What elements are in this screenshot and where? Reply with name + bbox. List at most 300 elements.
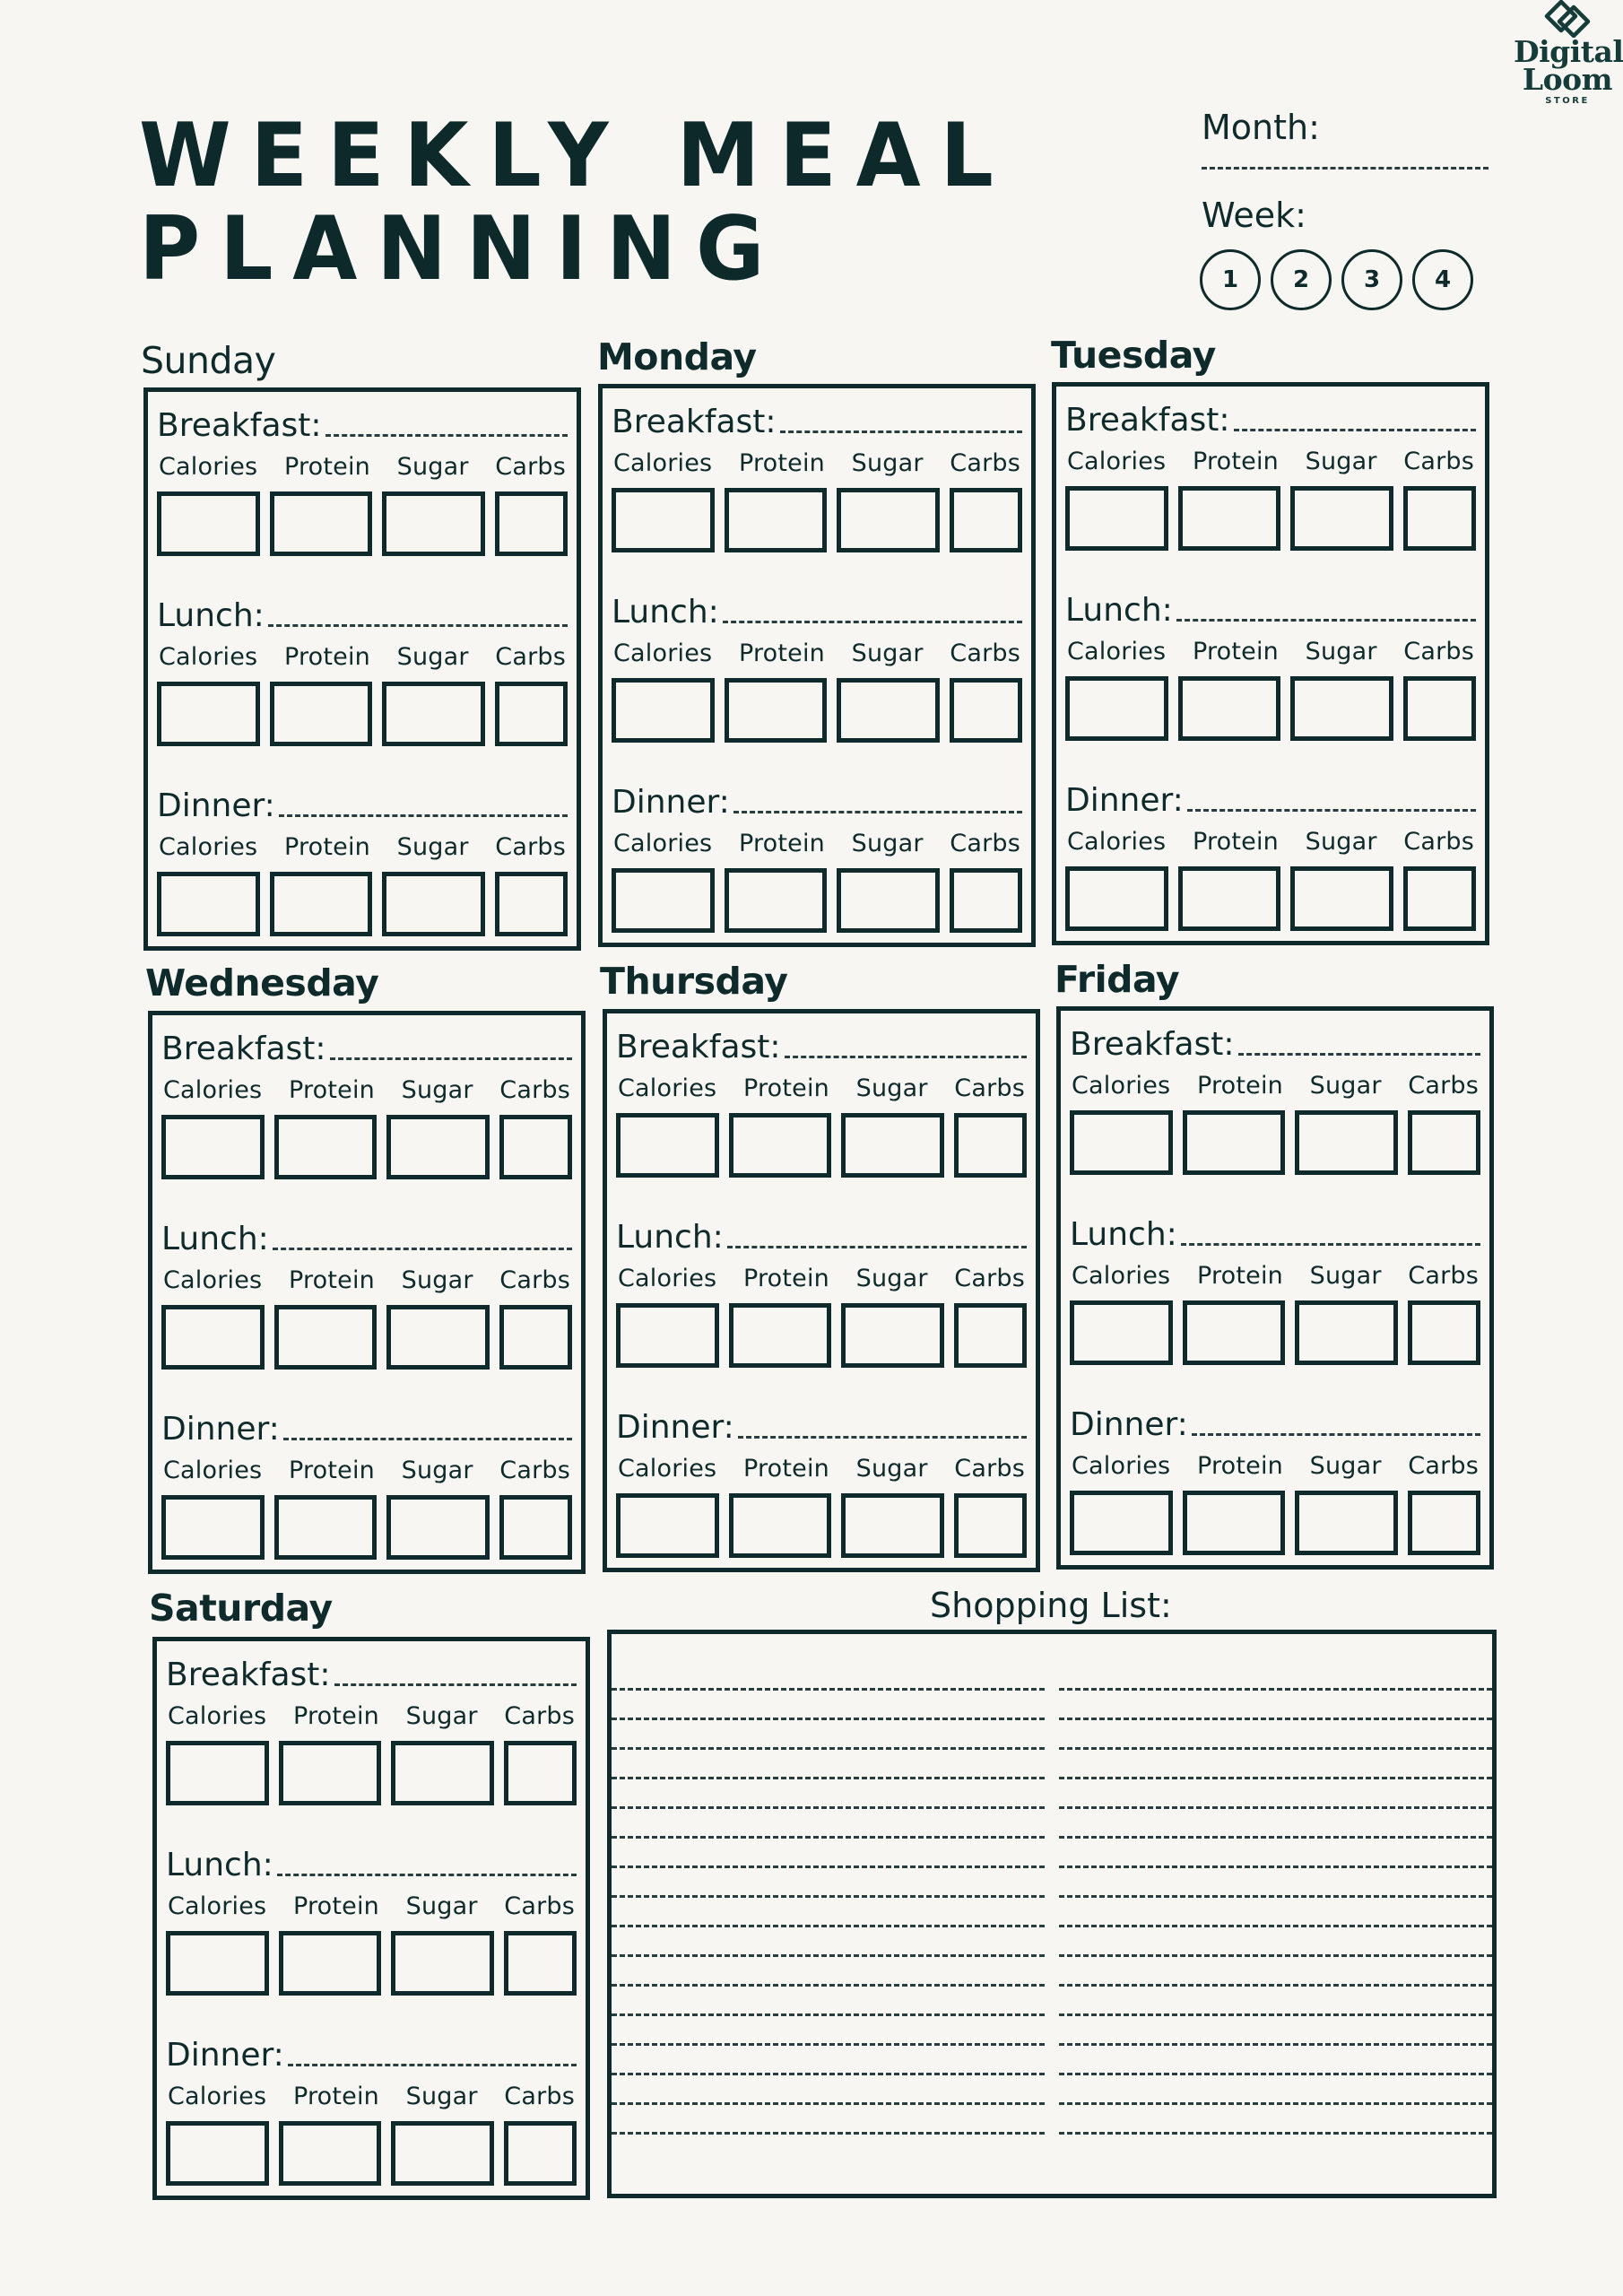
carbs-input-box[interactable] <box>495 491 568 556</box>
nutrient-inputs <box>157 682 568 746</box>
sugar-input-box[interactable] <box>841 1113 944 1178</box>
calories-input-box[interactable] <box>612 868 715 933</box>
sugar-input-box[interactable] <box>391 1931 494 1996</box>
nutrient-label-protein: Protein <box>288 1076 375 1104</box>
protein-input-box[interactable] <box>270 872 373 936</box>
nutrient-label-protein: Protein <box>738 830 825 857</box>
protein-input-box[interactable] <box>274 1305 378 1370</box>
nutrient-label-protein: Protein <box>1196 1072 1283 1100</box>
dinner-input-line[interactable] <box>283 1438 572 1440</box>
nutrient-labels <box>161 1457 572 1484</box>
breakfast-input-line[interactable] <box>785 1056 1028 1058</box>
protein-input-box[interactable] <box>729 1493 832 1558</box>
meal-breakfast <box>612 399 1022 589</box>
meal-title-row <box>157 593 568 634</box>
nutrient-label-carbs: Carbs <box>499 1457 570 1484</box>
nutrient-label-protein: Protein <box>283 453 370 481</box>
nutrient-label-protein: Protein <box>738 639 825 667</box>
nutrient-label-sugar: Sugar <box>1309 1262 1382 1290</box>
carbs-input-box[interactable] <box>1403 486 1476 551</box>
nutrient-inputs <box>616 1493 1027 1558</box>
brand-logo <box>1514 0 1621 106</box>
lunch-input-line[interactable] <box>1181 1243 1480 1246</box>
nutrient-label-sugar: Sugar <box>1305 828 1377 856</box>
nutrient-labels <box>1070 1072 1480 1100</box>
breakfast-input-line[interactable] <box>330 1057 573 1060</box>
nutrient-inputs <box>161 1305 572 1370</box>
meal-breakfast <box>1070 1022 1480 1212</box>
protein-input-box[interactable] <box>725 678 828 743</box>
nutrient-label-calories: Calories <box>613 449 713 477</box>
protein-input-box[interactable] <box>1183 1300 1286 1365</box>
nutrient-labels <box>616 1265 1027 1292</box>
nutrient-inputs <box>157 491 568 556</box>
breakfast-input-line[interactable] <box>325 434 568 437</box>
sugar-input-box[interactable] <box>837 488 940 552</box>
nutrient-label-carbs: Carbs <box>504 1892 575 1920</box>
shopping-list-line[interactable] <box>1059 1809 1492 1839</box>
protein-input-box[interactable] <box>729 1113 832 1178</box>
nutrient-label-protein: Protein <box>292 2083 379 2110</box>
protein-input-box[interactable] <box>279 1741 382 1805</box>
dinner-input-line[interactable] <box>288 2064 577 2066</box>
calories-input-box[interactable] <box>612 678 715 743</box>
protein-input-box[interactable] <box>270 682 373 746</box>
calories-input-box[interactable] <box>157 872 260 936</box>
meal-dinner <box>157 783 568 973</box>
meal-label-lunch: Lunch: <box>612 594 719 631</box>
meal-title-row <box>1070 1212 1480 1253</box>
nutrient-label-carbs: Carbs <box>495 833 566 861</box>
carbs-input-box[interactable] <box>1408 1110 1480 1175</box>
calories-input-box[interactable] <box>1065 676 1168 741</box>
nutrient-label-calories: Calories <box>618 1455 717 1483</box>
calories-input-box[interactable] <box>157 682 260 746</box>
carbs-input-box[interactable] <box>504 2121 577 2186</box>
carbs-input-box[interactable] <box>499 1115 572 1179</box>
nutrient-label-protein: Protein <box>1192 638 1279 665</box>
day-card-wednesday <box>148 1011 586 1574</box>
week-label: Week: <box>1202 196 1306 235</box>
meal-breakfast <box>616 1024 1027 1214</box>
meal-title-row <box>616 1024 1027 1065</box>
calories-input-box[interactable] <box>161 1305 265 1370</box>
nutrient-label-sugar: Sugar <box>855 1455 928 1483</box>
sugar-input-box[interactable] <box>1295 1300 1398 1365</box>
calories-input-box[interactable] <box>1070 1491 1173 1555</box>
protein-input-box[interactable] <box>279 2121 382 2186</box>
protein-input-box[interactable] <box>1178 676 1281 741</box>
calories-input-box[interactable] <box>616 1113 719 1178</box>
sugar-input-box[interactable] <box>391 1741 494 1805</box>
carbs-input-box[interactable] <box>950 678 1022 743</box>
sugar-input-box[interactable] <box>386 1305 490 1370</box>
page-title-line2: PLANNING <box>139 198 785 300</box>
meal-label-dinner: Dinner: <box>612 784 730 821</box>
calories-input-box[interactable] <box>166 1931 269 1996</box>
shopping-list-line[interactable] <box>1059 1927 1492 1957</box>
nutrient-label-sugar: Sugar <box>1309 1452 1382 1480</box>
day-heading-monday: Monday <box>597 335 757 378</box>
nutrient-label-calories: Calories <box>618 1074 717 1102</box>
protein-input-box[interactable] <box>725 868 828 933</box>
shopping-list-line[interactable] <box>1059 2016 1492 2046</box>
lunch-input-line[interactable] <box>1176 619 1476 622</box>
nutrient-labels <box>161 1266 572 1294</box>
meal-label-breakfast: Breakfast: <box>616 1029 781 1065</box>
carbs-input-box[interactable] <box>1408 1491 1480 1555</box>
shopping-list-line[interactable] <box>1059 1779 1492 1809</box>
shopping-list-line[interactable] <box>612 1809 1045 1839</box>
sugar-input-box[interactable] <box>382 872 485 936</box>
sugar-input-box[interactable] <box>837 868 940 933</box>
meal-lunch <box>1070 1212 1480 1402</box>
nutrient-label-sugar: Sugar <box>405 1702 478 1730</box>
shopping-list-box <box>607 1630 1497 2198</box>
nutrient-label-calories: Calories <box>1072 1452 1171 1480</box>
meal-dinner <box>161 1406 572 1596</box>
nutrient-label-protein: Protein <box>742 1074 829 1102</box>
nutrient-inputs <box>166 1931 577 1996</box>
shopping-list-line[interactable] <box>612 2105 1045 2135</box>
meal-label-lunch: Lunch: <box>161 1221 269 1257</box>
nutrient-label-calories: Calories <box>163 1076 263 1104</box>
calories-input-box[interactable] <box>616 1303 719 1368</box>
meal-title-row <box>161 1026 572 1067</box>
month-input-line[interactable] <box>1202 167 1488 170</box>
meal-title-row <box>1065 778 1476 819</box>
protein-input-box[interactable] <box>729 1303 832 1368</box>
meal-label-breakfast: Breakfast: <box>1070 1026 1235 1063</box>
meal-dinner <box>1065 778 1476 968</box>
shopping-list-line[interactable] <box>612 1868 1045 1898</box>
protein-input-box[interactable] <box>1183 1491 1286 1555</box>
nutrient-label-carbs: Carbs <box>1403 448 1474 475</box>
shopping-list-line[interactable] <box>1059 1957 1492 1987</box>
dinner-input-line[interactable] <box>1192 1433 1480 1436</box>
carbs-input-box[interactable] <box>504 1741 577 1805</box>
nutrient-label-carbs: Carbs <box>495 453 566 481</box>
day-card-monday <box>598 384 1036 947</box>
carbs-input-box[interactable] <box>499 1305 572 1370</box>
day-heading-thursday: Thursday <box>600 960 788 1003</box>
nutrient-label-carbs: Carbs <box>504 1702 575 1730</box>
calories-input-box[interactable] <box>161 1495 265 1560</box>
sugar-input-box[interactable] <box>386 1495 490 1560</box>
nutrient-label-protein: Protein <box>292 1892 379 1920</box>
nutrient-inputs <box>1070 1300 1480 1365</box>
shopping-list-heading: Shopping List: <box>930 1586 1172 1625</box>
nutrient-label-carbs: Carbs <box>1408 1072 1479 1100</box>
nutrient-label-carbs: Carbs <box>499 1266 570 1294</box>
breakfast-input-line[interactable] <box>1234 429 1477 431</box>
carbs-input-box[interactable] <box>1403 676 1476 741</box>
week-option-4[interactable]: 4 <box>1412 249 1473 310</box>
logo-name-line2: Loom <box>1522 62 1613 97</box>
lunch-input-line[interactable] <box>277 1874 577 1876</box>
interlocking-diamonds-icon <box>1536 0 1599 38</box>
nutrient-label-protein: Protein <box>742 1265 829 1292</box>
protein-input-box[interactable] <box>274 1495 378 1560</box>
carbs-input-box[interactable] <box>495 682 568 746</box>
shopping-list-line[interactable] <box>612 1927 1045 1957</box>
sugar-input-box[interactable] <box>1290 486 1393 551</box>
sugar-input-box[interactable] <box>391 2121 494 2186</box>
shopping-list-column-left <box>612 1661 1045 2194</box>
protein-input-box[interactable] <box>1183 1110 1286 1175</box>
nutrient-label-sugar: Sugar <box>405 2083 478 2110</box>
carbs-input-box[interactable] <box>950 488 1022 552</box>
nutrient-labels <box>612 830 1022 857</box>
shopping-list-line[interactable] <box>1059 1987 1492 2016</box>
shopping-list-line[interactable] <box>612 1720 1045 1750</box>
carbs-input-box[interactable] <box>950 868 1022 933</box>
calories-input-box[interactable] <box>1065 866 1168 931</box>
meal-lunch <box>1065 587 1476 778</box>
meal-label-breakfast: Breakfast: <box>161 1031 326 1067</box>
nutrient-label-protein: Protein <box>1192 448 1279 475</box>
nutrient-label-protein: Protein <box>288 1266 375 1294</box>
lunch-input-line[interactable] <box>727 1246 1027 1248</box>
nutrient-label-protein: Protein <box>1196 1262 1283 1290</box>
dinner-input-line[interactable] <box>1187 809 1476 812</box>
nutrient-inputs <box>1070 1110 1480 1175</box>
shopping-list-line[interactable] <box>1059 1661 1492 1691</box>
day-heading-friday: Friday <box>1055 958 1180 1001</box>
page-title-line1: WEEKLY MEAL <box>139 105 1013 207</box>
sugar-input-box[interactable] <box>1295 1110 1398 1175</box>
breakfast-input-line[interactable] <box>1238 1053 1481 1056</box>
shopping-list-line[interactable] <box>1059 1691 1492 1720</box>
protein-input-box[interactable] <box>1178 866 1281 931</box>
meal-dinner <box>166 2032 577 2222</box>
lunch-input-line[interactable] <box>268 624 568 627</box>
week-option-2[interactable]: 2 <box>1271 249 1332 310</box>
shopping-list-line[interactable] <box>612 2075 1045 2105</box>
nutrient-labels <box>157 833 568 861</box>
nutrient-inputs <box>166 2121 577 2186</box>
nutrient-label-calories: Calories <box>613 639 713 667</box>
nutrient-label-sugar: Sugar <box>851 449 924 477</box>
nutrient-label-calories: Calories <box>168 1892 267 1920</box>
nutrient-label-sugar: Sugar <box>1305 638 1377 665</box>
calories-input-box[interactable] <box>1070 1300 1173 1365</box>
carbs-input-box[interactable] <box>504 1931 577 1996</box>
nutrient-labels <box>1065 448 1476 475</box>
nutrient-label-carbs: Carbs <box>950 830 1020 857</box>
nutrient-labels <box>1070 1452 1480 1480</box>
shopping-list-column-right <box>1059 1661 1492 2194</box>
carbs-input-box[interactable] <box>954 1493 1027 1558</box>
meal-title-row <box>612 589 1022 631</box>
nutrient-labels <box>157 643 568 671</box>
sugar-input-box[interactable] <box>1290 866 1393 931</box>
calories-input-box[interactable] <box>612 488 715 552</box>
day-heading-wednesday: Wednesday <box>145 961 379 1004</box>
nutrient-labels <box>616 1455 1027 1483</box>
nutrient-label-carbs: Carbs <box>1403 638 1474 665</box>
meal-title-row <box>161 1216 572 1257</box>
sugar-input-box[interactable] <box>1295 1491 1398 1555</box>
week-option-3[interactable]: 3 <box>1341 249 1402 310</box>
breakfast-input-line[interactable] <box>334 1683 577 1686</box>
nutrient-label-calories: Calories <box>618 1265 717 1292</box>
dinner-input-line[interactable] <box>738 1436 1027 1439</box>
nutrient-label-calories: Calories <box>1067 828 1167 856</box>
day-heading-sunday: Sunday <box>141 339 276 382</box>
shopping-list-line[interactable] <box>612 1779 1045 1809</box>
nutrient-labels <box>161 1076 572 1104</box>
nutrient-label-carbs: Carbs <box>1408 1452 1479 1480</box>
nutrient-label-calories: Calories <box>159 643 258 671</box>
shopping-list-line[interactable] <box>1059 2105 1492 2135</box>
calories-input-box[interactable] <box>166 2121 269 2186</box>
nutrient-label-carbs: Carbs <box>954 1455 1025 1483</box>
day-card-sunday <box>143 387 581 951</box>
sugar-input-box[interactable] <box>1290 676 1393 741</box>
dinner-input-line[interactable] <box>733 811 1022 813</box>
nutrient-inputs <box>161 1495 572 1560</box>
shopping-list-line[interactable] <box>1059 1868 1492 1898</box>
nutrient-label-carbs: Carbs <box>504 2083 575 2110</box>
nutrient-labels <box>1065 638 1476 665</box>
shopping-list-line[interactable] <box>612 1661 1045 1691</box>
nutrient-label-carbs: Carbs <box>495 643 566 671</box>
protein-input-box[interactable] <box>270 491 373 556</box>
nutrient-inputs <box>616 1303 1027 1368</box>
nutrient-labels <box>166 1892 577 1920</box>
meal-lunch <box>157 593 568 783</box>
day-card-tuesday <box>1052 382 1489 945</box>
nutrient-label-protein: Protein <box>1196 1452 1283 1480</box>
calories-input-box[interactable] <box>157 491 260 556</box>
shopping-list-line[interactable] <box>1059 1839 1492 1868</box>
nutrient-labels <box>157 453 568 481</box>
nutrient-inputs <box>1065 676 1476 741</box>
shopping-list-line[interactable] <box>612 1839 1045 1868</box>
nutrient-inputs <box>612 488 1022 552</box>
meal-label-dinner: Dinner: <box>1065 782 1184 819</box>
month-label: Month: <box>1202 108 1320 147</box>
nutrient-label-protein: Protein <box>283 833 370 861</box>
nutrient-label-sugar: Sugar <box>1305 448 1377 475</box>
nutrient-label-calories: Calories <box>168 1702 267 1730</box>
nutrient-label-sugar: Sugar <box>851 830 924 857</box>
calories-input-box[interactable] <box>1070 1110 1173 1175</box>
meal-label-dinner: Dinner: <box>1070 1406 1188 1443</box>
nutrient-label-sugar: Sugar <box>396 643 469 671</box>
shopping-list-line[interactable] <box>1059 1720 1492 1750</box>
meal-lunch <box>616 1214 1027 1405</box>
meal-label-dinner: Dinner: <box>161 1411 280 1448</box>
calories-input-box[interactable] <box>166 1741 269 1805</box>
shopping-list-line[interactable] <box>612 1898 1045 1927</box>
sugar-input-box[interactable] <box>386 1115 490 1179</box>
carbs-input-box[interactable] <box>499 1495 572 1560</box>
nutrient-label-calories: Calories <box>159 453 258 481</box>
carbs-input-box[interactable] <box>954 1113 1027 1178</box>
nutrient-label-protein: Protein <box>738 449 825 477</box>
nutrient-label-carbs: Carbs <box>499 1076 570 1104</box>
nutrient-label-protein: Protein <box>742 1455 829 1483</box>
shopping-list-line[interactable] <box>1059 1898 1492 1927</box>
nutrient-label-protein: Protein <box>288 1457 375 1484</box>
nutrient-label-protein: Protein <box>1192 828 1279 856</box>
meal-title-row <box>1065 397 1476 439</box>
meal-lunch <box>161 1216 572 1406</box>
lunch-input-line[interactable] <box>273 1248 572 1250</box>
protein-input-box[interactable] <box>725 488 828 552</box>
nutrient-label-carbs: Carbs <box>954 1265 1025 1292</box>
calories-input-box[interactable] <box>1065 486 1168 551</box>
shopping-list-line[interactable] <box>612 1987 1045 2016</box>
meal-title-row <box>166 2032 577 2074</box>
protein-input-box[interactable] <box>274 1115 378 1179</box>
meal-title-row <box>616 1405 1027 1446</box>
sugar-input-box[interactable] <box>382 682 485 746</box>
logo-subtitle: STORE <box>1545 96 1590 106</box>
meal-title-row <box>1070 1402 1480 1443</box>
carbs-input-box[interactable] <box>954 1303 1027 1368</box>
shopping-list-line[interactable] <box>612 2046 1045 2075</box>
breakfast-input-line[interactable] <box>780 430 1023 433</box>
shopping-list-line[interactable] <box>612 1957 1045 1987</box>
meal-label-breakfast: Breakfast: <box>166 1657 331 1693</box>
calories-input-box[interactable] <box>616 1493 719 1558</box>
meal-breakfast <box>157 403 568 593</box>
nutrient-label-sugar: Sugar <box>401 1266 473 1294</box>
meal-lunch <box>612 589 1022 779</box>
sugar-input-box[interactable] <box>841 1303 944 1368</box>
carbs-input-box[interactable] <box>495 872 568 936</box>
carbs-input-box[interactable] <box>1408 1300 1480 1365</box>
calories-input-box[interactable] <box>161 1115 265 1179</box>
shopping-list-line[interactable] <box>612 2016 1045 2046</box>
nutrient-inputs <box>616 1113 1027 1178</box>
nutrient-labels <box>1065 828 1476 856</box>
week-selector <box>1200 249 1473 310</box>
protein-input-box[interactable] <box>279 1931 382 1996</box>
sugar-input-box[interactable] <box>837 678 940 743</box>
shopping-list-line[interactable] <box>1059 1750 1492 1779</box>
sugar-input-box[interactable] <box>841 1493 944 1558</box>
sugar-input-box[interactable] <box>382 491 485 556</box>
meal-title-row <box>166 1842 577 1883</box>
meal-title-row <box>1065 587 1476 629</box>
dinner-input-line[interactable] <box>279 814 568 817</box>
protein-input-box[interactable] <box>1178 486 1281 551</box>
shopping-list-line[interactable] <box>612 1691 1045 1720</box>
nutrient-label-calories: Calories <box>1067 448 1167 475</box>
meal-dinner <box>612 779 1022 970</box>
week-option-1[interactable]: 1 <box>1200 249 1261 310</box>
nutrient-inputs <box>161 1115 572 1179</box>
shopping-list-line[interactable] <box>1059 2075 1492 2105</box>
nutrient-inputs <box>1070 1491 1480 1555</box>
meal-breakfast <box>1065 397 1476 587</box>
nutrient-label-sugar: Sugar <box>1309 1072 1382 1100</box>
lunch-input-line[interactable] <box>723 621 1022 623</box>
nutrient-label-calories: Calories <box>159 833 258 861</box>
shopping-list-line[interactable] <box>1059 2046 1492 2075</box>
meal-breakfast <box>161 1026 572 1216</box>
meal-label-dinner: Dinner: <box>616 1409 734 1446</box>
carbs-input-box[interactable] <box>1403 866 1476 931</box>
shopping-list-line[interactable] <box>612 1750 1045 1779</box>
nutrient-inputs <box>157 872 568 936</box>
nutrient-labels <box>612 449 1022 477</box>
meal-title-row <box>157 403 568 444</box>
